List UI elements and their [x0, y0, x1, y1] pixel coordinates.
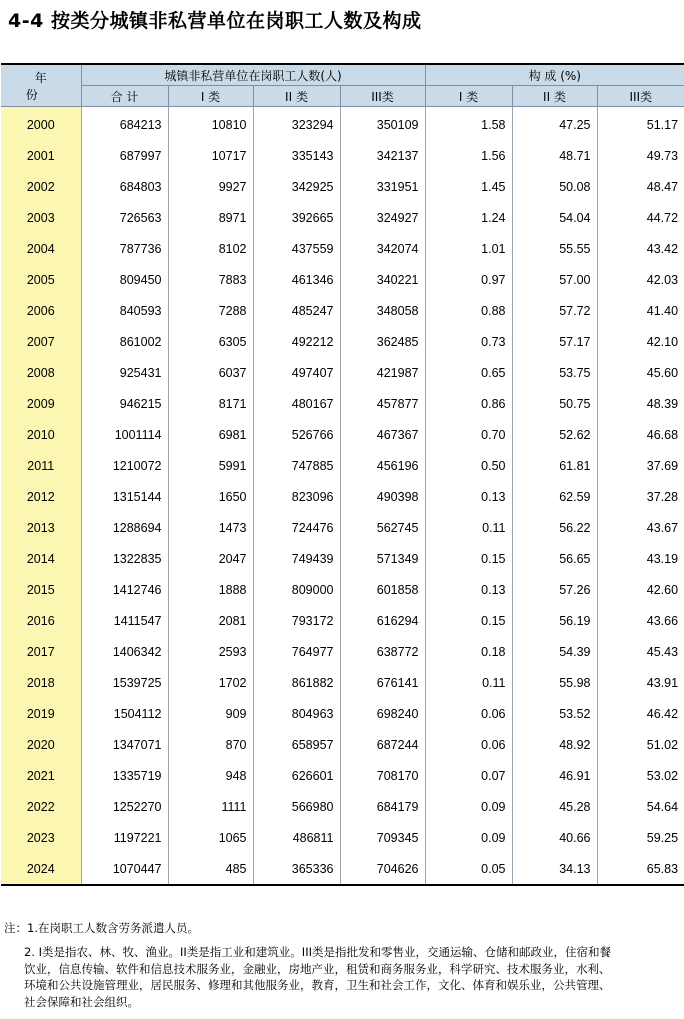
year-cell: 2000 — [1, 107, 81, 141]
page-title: 4-4 按类分城镇非私营单位在岗职工人数及构成 — [8, 10, 422, 32]
class-iii-share-cell: 42.10 — [597, 326, 684, 357]
year-cell: 2022 — [1, 791, 81, 822]
class-iii-count-cell: 601858 — [340, 574, 425, 605]
class-i-share-cell: 0.50 — [425, 450, 512, 481]
class-ii-count-cell: 461346 — [253, 264, 340, 295]
class-i-share-cell: 0.15 — [425, 605, 512, 636]
class-iii-count-cell: 684179 — [340, 791, 425, 822]
class-ii-share-cell: 57.17 — [512, 326, 597, 357]
class-iii-share-cell: 43.67 — [597, 512, 684, 543]
total-cell: 1288694 — [81, 512, 168, 543]
class-i-count-cell: 1702 — [168, 667, 253, 698]
year-cell: 2019 — [1, 698, 81, 729]
class-i-count-cell: 9927 — [168, 171, 253, 202]
table-row — [1, 791, 684, 822]
class-i-share-cell: 0.06 — [425, 729, 512, 760]
class-iii-share-cell: 45.60 — [597, 357, 684, 388]
year-cell: 2005 — [1, 264, 81, 295]
class-ii-count-cell: 526766 — [253, 419, 340, 450]
table-row — [1, 357, 684, 388]
class-ii-count-cell: 749439 — [253, 543, 340, 574]
class-iii-share-cell: 48.39 — [597, 388, 684, 419]
total-cell: 687997 — [81, 140, 168, 171]
class-iii-share-cell: 54.64 — [597, 791, 684, 822]
class-ii-share-cell: 34.13 — [512, 853, 597, 885]
class-ii-count-cell: 365336 — [253, 853, 340, 885]
table-row — [1, 388, 684, 419]
class-i-count-cell: 7288 — [168, 295, 253, 326]
class-ii-share-cell: 50.75 — [512, 388, 597, 419]
class-iii-share-cell: 37.28 — [597, 481, 684, 512]
class-ii-count-cell: 335143 — [253, 140, 340, 171]
year-cell: 2011 — [1, 450, 81, 481]
year-cell: 2018 — [1, 667, 81, 698]
class-i-share-cell: 0.11 — [425, 667, 512, 698]
table-row — [1, 636, 684, 667]
class-i-share-header: I 类 — [425, 86, 512, 107]
class-ii-share-cell: 62.59 — [512, 481, 597, 512]
class-ii-count-cell: 492212 — [253, 326, 340, 357]
table-row — [1, 171, 684, 202]
class-ii-share-cell: 57.72 — [512, 295, 597, 326]
class-i-share-cell: 1.56 — [425, 140, 512, 171]
class-iii-count-cell: 362485 — [340, 326, 425, 357]
class-i-share-cell: 0.86 — [425, 388, 512, 419]
class-iii-count-cell: 704626 — [340, 853, 425, 885]
class-i-share-cell: 0.05 — [425, 853, 512, 885]
class-i-count-cell: 8171 — [168, 388, 253, 419]
class-iii-share-cell: 59.25 — [597, 822, 684, 853]
class-ii-share-cell: 57.00 — [512, 264, 597, 295]
total-cell: 1197221 — [81, 822, 168, 853]
class-i-count-header: I 类 — [168, 86, 253, 107]
class-ii-count-cell: 480167 — [253, 388, 340, 419]
class-ii-share-cell: 53.75 — [512, 357, 597, 388]
class-iii-share-cell: 46.42 — [597, 698, 684, 729]
employee-count-group-header: 城镇非私营单位在岗职工人数(人) — [81, 64, 425, 86]
class-i-count-cell: 1650 — [168, 481, 253, 512]
class-iii-count-cell: 616294 — [340, 605, 425, 636]
class-iii-count-cell: 348058 — [340, 295, 425, 326]
class-iii-share-cell: 45.43 — [597, 636, 684, 667]
class-iii-share-cell: 43.19 — [597, 543, 684, 574]
total-cell: 1504112 — [81, 698, 168, 729]
class-iii-share-cell: 51.17 — [597, 107, 684, 141]
year-cell: 2010 — [1, 419, 81, 450]
year-cell: 2017 — [1, 636, 81, 667]
total-cell: 1210072 — [81, 450, 168, 481]
employment-table — [1, 63, 684, 886]
class-iii-count-cell: 324927 — [340, 202, 425, 233]
class-ii-share-cell: 45.28 — [512, 791, 597, 822]
table-row — [1, 760, 684, 791]
class-ii-share-cell: 53.52 — [512, 698, 597, 729]
class-ii-count-cell: 809000 — [253, 574, 340, 605]
year-cell: 2013 — [1, 512, 81, 543]
class-ii-share-cell: 56.22 — [512, 512, 597, 543]
year-cell: 2003 — [1, 202, 81, 233]
year-cell: 2007 — [1, 326, 81, 357]
year-cell: 2015 — [1, 574, 81, 605]
class-ii-share-cell: 46.91 — [512, 760, 597, 791]
total-cell: 1070447 — [81, 853, 168, 885]
class-iii-share-cell: 65.83 — [597, 853, 684, 885]
table-row — [1, 233, 684, 264]
class-i-count-cell: 2047 — [168, 543, 253, 574]
class-i-count-cell: 6037 — [168, 357, 253, 388]
class-i-share-cell: 1.58 — [425, 107, 512, 141]
class-i-count-cell: 1888 — [168, 574, 253, 605]
class-i-count-cell: 10810 — [168, 107, 253, 141]
class-i-share-cell: 0.15 — [425, 543, 512, 574]
total-cell: 1347071 — [81, 729, 168, 760]
total-cell: 684213 — [81, 107, 168, 141]
class-i-share-cell: 0.06 — [425, 698, 512, 729]
class-iii-count-cell: 331951 — [340, 171, 425, 202]
table-row — [1, 543, 684, 574]
class-iii-count-cell: 562745 — [340, 512, 425, 543]
total-cell: 840593 — [81, 295, 168, 326]
class-ii-share-cell: 56.65 — [512, 543, 597, 574]
class-i-count-cell: 6981 — [168, 419, 253, 450]
class-ii-share-cell: 54.39 — [512, 636, 597, 667]
class-i-share-cell: 0.18 — [425, 636, 512, 667]
class-iii-share-cell: 43.66 — [597, 605, 684, 636]
total-column-header: 合 计 — [81, 86, 168, 107]
class-ii-count-cell: 323294 — [253, 107, 340, 141]
table-row — [1, 450, 684, 481]
year-cell: 2014 — [1, 543, 81, 574]
class-ii-count-cell: 497407 — [253, 357, 340, 388]
class-ii-count-cell: 793172 — [253, 605, 340, 636]
class-ii-count-cell: 764977 — [253, 636, 340, 667]
class-iii-count-cell: 490398 — [340, 481, 425, 512]
class-iii-share-cell: 42.60 — [597, 574, 684, 605]
table-row — [1, 822, 684, 853]
table-row — [1, 667, 684, 698]
class-ii-count-cell: 626601 — [253, 760, 340, 791]
total-cell: 1406342 — [81, 636, 168, 667]
year-cell: 2024 — [1, 853, 81, 885]
class-i-share-cell: 0.70 — [425, 419, 512, 450]
table-row — [1, 107, 684, 141]
class-ii-count-cell: 392665 — [253, 202, 340, 233]
class-ii-count-cell: 747885 — [253, 450, 340, 481]
class-i-count-cell: 1065 — [168, 822, 253, 853]
class-iii-count-cell: 687244 — [340, 729, 425, 760]
table-body — [1, 107, 684, 886]
class-i-count-cell: 485 — [168, 853, 253, 885]
class-ii-share-cell: 55.98 — [512, 667, 597, 698]
class-ii-count-cell: 823096 — [253, 481, 340, 512]
footnote-1: 注：1.在岗职工人数含劳务派遣人员。 — [4, 921, 199, 935]
total-cell: 925431 — [81, 357, 168, 388]
table-row — [1, 698, 684, 729]
total-cell: 1411547 — [81, 605, 168, 636]
class-ii-share-header: II 类 — [512, 86, 597, 107]
total-cell: 1315144 — [81, 481, 168, 512]
year-column-header: 年 份 — [1, 64, 81, 107]
year-cell: 2008 — [1, 357, 81, 388]
total-cell: 1322835 — [81, 543, 168, 574]
year-cell: 2009 — [1, 388, 81, 419]
class-iii-count-cell: 342137 — [340, 140, 425, 171]
class-iii-share-cell: 41.40 — [597, 295, 684, 326]
class-ii-share-cell: 57.26 — [512, 574, 597, 605]
class-ii-count-cell: 566980 — [253, 791, 340, 822]
class-i-count-cell: 6305 — [168, 326, 253, 357]
class-iii-count-cell: 350109 — [340, 107, 425, 141]
class-ii-count-cell: 437559 — [253, 233, 340, 264]
class-ii-count-cell: 804963 — [253, 698, 340, 729]
total-cell: 946215 — [81, 388, 168, 419]
class-ii-share-cell: 47.25 — [512, 107, 597, 141]
total-cell: 1539725 — [81, 667, 168, 698]
class-i-count-cell: 870 — [168, 729, 253, 760]
year-cell: 2004 — [1, 233, 81, 264]
total-cell: 1335719 — [81, 760, 168, 791]
table-row — [1, 729, 684, 760]
class-iii-count-cell: 708170 — [340, 760, 425, 791]
class-iii-count-cell: 709345 — [340, 822, 425, 853]
class-iii-share-cell: 51.02 — [597, 729, 684, 760]
class-i-share-cell: 0.73 — [425, 326, 512, 357]
class-i-count-cell: 5991 — [168, 450, 253, 481]
year-cell: 2012 — [1, 481, 81, 512]
class-i-share-cell: 1.24 — [425, 202, 512, 233]
total-cell: 1252270 — [81, 791, 168, 822]
class-iii-count-cell: 340221 — [340, 264, 425, 295]
table-row — [1, 295, 684, 326]
class-i-count-cell: 948 — [168, 760, 253, 791]
footnote-2: 2. I类是指农、林、牧、渔业。II类是指工业和建筑业。III类是指批发和零售业，交通运输、仓储和邮政业，住宿和餐饮业，信息传输、软件和信息技术服务业，金融业，房地产业，租赁和商务服务业，科学研究、技术服务业，水利、环境和公共设施管理业，居民服务、修理和其他服务业，教育，卫生和社会工作，文化、体育和娱乐业，公共管理、社会保障和社会组织。 — [24, 945, 611, 1009]
class-i-share-cell: 1.45 — [425, 171, 512, 202]
table-row — [1, 481, 684, 512]
class-i-share-cell: 0.97 — [425, 264, 512, 295]
class-i-share-cell: 0.07 — [425, 760, 512, 791]
class-ii-share-cell: 56.19 — [512, 605, 597, 636]
table-row — [1, 326, 684, 357]
class-ii-share-cell: 50.08 — [512, 171, 597, 202]
total-cell: 684803 — [81, 171, 168, 202]
class-ii-count-cell: 342925 — [253, 171, 340, 202]
class-iii-share-header: III类 — [597, 86, 684, 107]
class-ii-share-cell: 48.71 — [512, 140, 597, 171]
class-iii-count-cell: 571349 — [340, 543, 425, 574]
class-iii-count-cell: 676141 — [340, 667, 425, 698]
class-i-count-cell: 2593 — [168, 636, 253, 667]
class-i-count-cell: 8102 — [168, 233, 253, 264]
year-cell: 2001 — [1, 140, 81, 171]
class-iii-count-cell: 698240 — [340, 698, 425, 729]
class-iii-share-cell: 53.02 — [597, 760, 684, 791]
year-cell: 2006 — [1, 295, 81, 326]
table-row — [1, 202, 684, 233]
class-ii-share-cell: 52.62 — [512, 419, 597, 450]
class-iii-share-cell: 43.91 — [597, 667, 684, 698]
class-iii-share-cell: 42.03 — [597, 264, 684, 295]
table-row — [1, 605, 684, 636]
class-iii-share-cell: 48.47 — [597, 171, 684, 202]
class-i-count-cell: 8971 — [168, 202, 253, 233]
class-i-count-cell: 909 — [168, 698, 253, 729]
class-iii-share-cell: 43.42 — [597, 233, 684, 264]
class-ii-share-cell: 55.55 — [512, 233, 597, 264]
class-iii-share-cell: 46.68 — [597, 419, 684, 450]
class-ii-share-cell: 48.92 — [512, 729, 597, 760]
class-iii-count-cell: 456196 — [340, 450, 425, 481]
class-iii-count-cell: 421987 — [340, 357, 425, 388]
total-cell: 726563 — [81, 202, 168, 233]
class-iii-count-cell: 638772 — [340, 636, 425, 667]
class-i-count-cell: 7883 — [168, 264, 253, 295]
total-cell: 1412746 — [81, 574, 168, 605]
table-row — [1, 574, 684, 605]
class-iii-share-cell: 49.73 — [597, 140, 684, 171]
class-i-share-cell: 0.88 — [425, 295, 512, 326]
year-cell: 2021 — [1, 760, 81, 791]
total-cell: 1001114 — [81, 419, 168, 450]
class-iii-count-cell: 457877 — [340, 388, 425, 419]
class-ii-count-cell: 658957 — [253, 729, 340, 760]
class-iii-share-cell: 37.69 — [597, 450, 684, 481]
class-ii-share-cell: 61.81 — [512, 450, 597, 481]
table-row — [1, 512, 684, 543]
class-i-share-cell: 0.09 — [425, 791, 512, 822]
class-i-share-cell: 0.13 — [425, 574, 512, 605]
class-i-count-cell: 1473 — [168, 512, 253, 543]
composition-group-header: 构 成 (%) — [425, 64, 684, 86]
class-ii-count-cell: 485247 — [253, 295, 340, 326]
class-ii-count-header: II 类 — [253, 86, 340, 107]
class-iii-share-cell: 44.72 — [597, 202, 684, 233]
class-i-count-cell: 2081 — [168, 605, 253, 636]
class-iii-count-header: III类 — [340, 86, 425, 107]
class-ii-share-cell: 54.04 — [512, 202, 597, 233]
class-iii-count-cell: 342074 — [340, 233, 425, 264]
class-ii-count-cell: 486811 — [253, 822, 340, 853]
class-i-share-cell: 0.09 — [425, 822, 512, 853]
class-ii-count-cell: 861882 — [253, 667, 340, 698]
table-row — [1, 853, 684, 885]
total-cell: 787736 — [81, 233, 168, 264]
table-row — [1, 419, 684, 450]
total-cell: 809450 — [81, 264, 168, 295]
class-i-share-cell: 0.11 — [425, 512, 512, 543]
class-ii-share-cell: 40.66 — [512, 822, 597, 853]
class-i-share-cell: 1.01 — [425, 233, 512, 264]
class-i-share-cell: 0.65 — [425, 357, 512, 388]
total-cell: 861002 — [81, 326, 168, 357]
year-cell: 2023 — [1, 822, 81, 853]
table-row — [1, 140, 684, 171]
class-i-count-cell: 1111 — [168, 791, 253, 822]
year-cell: 2016 — [1, 605, 81, 636]
class-iii-count-cell: 467367 — [340, 419, 425, 450]
class-ii-count-cell: 724476 — [253, 512, 340, 543]
table-row — [1, 264, 684, 295]
class-i-share-cell: 0.13 — [425, 481, 512, 512]
year-cell: 2020 — [1, 729, 81, 760]
year-cell: 2002 — [1, 171, 81, 202]
class-i-count-cell: 10717 — [168, 140, 253, 171]
